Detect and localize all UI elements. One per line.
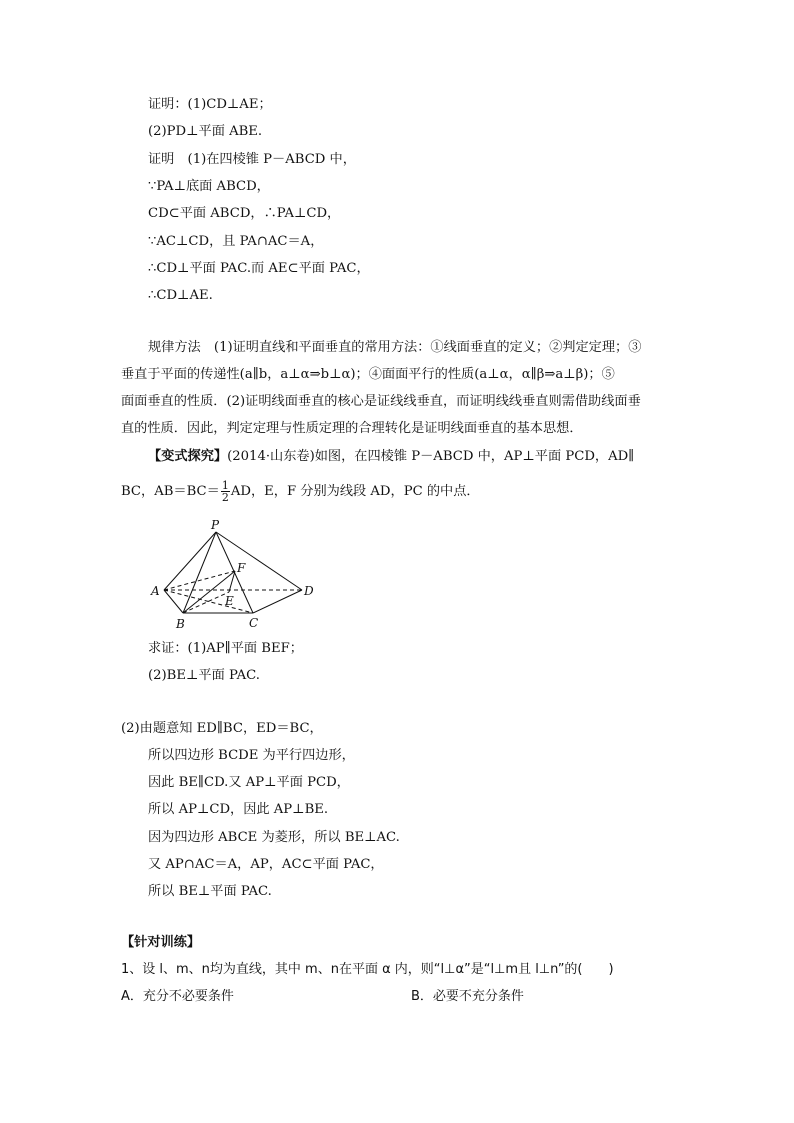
solution-line: 所以 BE⊥平面 PAC.	[148, 884, 272, 899]
proof-step: ∴CD⊥平面 PAC.而 AE⊂平面 PAC，	[148, 261, 370, 276]
option-b: B．必要不充分条件	[411, 989, 524, 1004]
solution-line: 所以四边形 BCDE 为平行四边形，	[148, 748, 355, 763]
solution-line: 因为四边形 ABCE 为菱形，所以 BE⊥AC.	[148, 830, 400, 845]
label-F: F	[237, 561, 246, 575]
pyramid-figure	[145, 515, 330, 635]
label-P: P	[211, 518, 220, 532]
label-B: B	[176, 617, 185, 631]
proof-step: ∵PA⊥底面 ABCD，	[148, 179, 270, 194]
solution-line: 所以 AP⊥CD，因此 AP⊥BE.	[148, 802, 329, 817]
label-E: E	[225, 594, 234, 608]
solution-line: 又 AP∩AC＝A，AP，AC⊂平面 PAC，	[148, 857, 384, 872]
label-D: D	[304, 584, 314, 598]
label-A: A	[151, 584, 160, 598]
variant-line-2: BC，AB＝BC＝ $\frac{1}{2}$ AD，E，F 分别为线段 AD，PC 的中点．	[121, 479, 480, 504]
variant-tag: 【变式探究】	[148, 449, 228, 464]
proof-step: ∵AC⊥CD，且 PA∩AC＝A，	[148, 234, 324, 249]
method-line: 规律方法 (1)证明直线和平面垂直的常用方法：①线面垂直的定义；②判定定理；③	[148, 340, 642, 355]
solution-line: 因此 BE∥CD.又 AP⊥平面 PCD，	[148, 775, 350, 790]
proof-step: ∴CD⊥AE.	[148, 288, 213, 303]
proof-step: 证明 (1)在四棱锥 P－ABCD 中，	[148, 152, 356, 167]
proof-question-1: 证明：(1)CD⊥AE；	[148, 97, 272, 112]
method-line: 面面垂直的性质．(2)证明线面垂直的核心是证线线垂直，而证明线线垂直则需借助线面垂	[121, 394, 641, 409]
prove-part-2: (2)BE⊥平面 PAC.	[148, 668, 260, 683]
prove-part-1: 求证：(1)AP∥平面 BEF；	[148, 641, 303, 656]
training-heading: 【针对训练】	[121, 935, 201, 950]
method-line: 垂直于平面的传递性(a∥b，a⊥α⇒b⊥α)；④面面平行的性质(a⊥α，α∥β⇒a⊥β)；⑤	[121, 367, 615, 382]
method-line: 直的性质．因此，判定定理与性质定理的合理转化是证明线面垂直的基本思想．	[121, 421, 583, 436]
training-question-1: 1、设 l、m、n均为直线，其中 m、n在平面 α 内，则“l⊥α”是“l⊥m且 l⊥n”的( )	[121, 962, 614, 977]
option-a: A．充分不必要条件	[121, 989, 234, 1004]
solution-line: (2)由题意知 ED∥BC，ED＝BC，	[121, 721, 323, 736]
label-C: C	[249, 616, 259, 630]
proof-question-2: (2)PD⊥平面 ABE.	[148, 124, 263, 139]
fraction: $\frac{1}{2}$	[221, 479, 229, 504]
variant-line-1: 【变式探究】(2014·山东卷)如图，在四棱锥 P－ABCD 中，AP⊥平面 PCD，AD∥	[148, 449, 635, 464]
proof-step: CD⊂平面 ABCD，∴PA⊥CD，	[148, 206, 341, 221]
